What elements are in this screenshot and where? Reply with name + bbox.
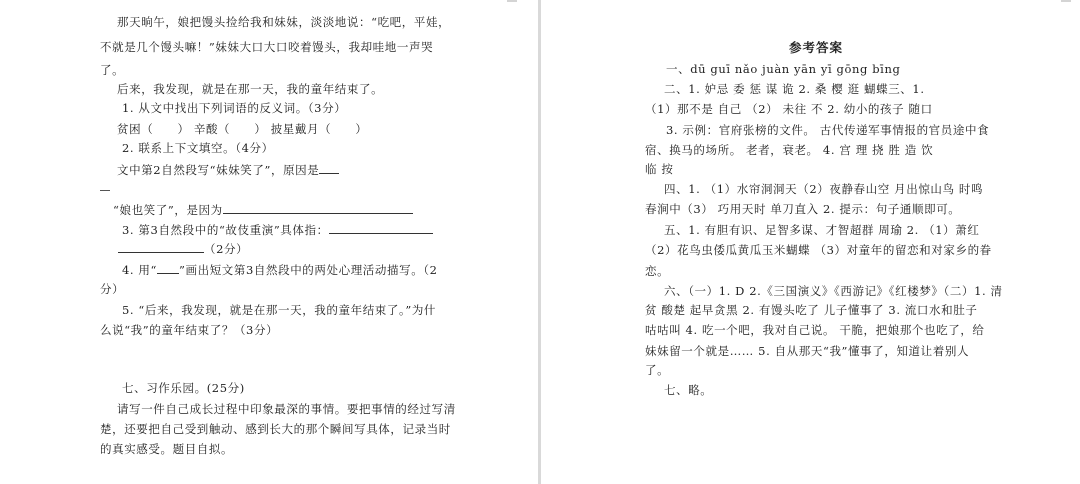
antonym-prompts: 贫困（ ） 辛酸（ ） 披星戴月（ ） — [117, 122, 368, 136]
text-line: 不就是几个馒头嘛！”妹妹大口大口咬着馒头，我却哇地一声哭 — [100, 40, 434, 54]
section-7-heading: 七、习作乐园。(25分) — [122, 381, 245, 395]
question-3-points: （2分） — [204, 242, 249, 256]
answer-section-2: 二、1. 妒忌 委 惩 谋 诡 2. 桑 樱 逛 蝴蝶三、1. — [664, 82, 925, 96]
answer-blank[interactable] — [329, 221, 433, 234]
answer-key-title: 参考答案 — [789, 40, 844, 55]
text-line: 3. 示例：官府张榜的文件。 古代传递军事情报的官员途中食 — [666, 123, 990, 137]
fill-blank-1-text: 文中第2自然段写“妹妹笑了”，原因是 — [117, 163, 320, 177]
answer-blank[interactable] — [118, 240, 204, 253]
text-line: 请写一件自己成长过程中印象最深的事情。要把事情的经过写清 — [117, 402, 456, 416]
question-1: 1. 从文中找出下列词语的反义词。（3分） — [122, 101, 347, 115]
left-page — [0, 0, 538, 484]
answer-blank[interactable] — [319, 161, 339, 174]
question-3-continued — [118, 240, 248, 257]
question-4-text-b: ”画出短文第3自然段中的两处心理活动描写。（2 — [179, 263, 438, 277]
fill-blank-2 — [113, 201, 413, 218]
fill-blank-2-text: “娘也笑了”，是因为 — [113, 203, 223, 217]
text-line: 后来，我发现，就是在那一天，我的童年结束了。 — [117, 82, 384, 96]
text-line: 贫 酸楚 起早贪黑 2. 有馒头吃了 儿子懂事了 3. 流口水和肚子 — [645, 303, 978, 317]
answer-section-4: 四、1. （1）水帘洞洞天（2）夜静春山空 月出惊山鸟 时鸣 — [664, 182, 984, 196]
text-line: 妹妹留一个就是…… 5. 自从那天“我”懂事了，知道让着别人 — [645, 344, 970, 358]
text-line: 临 按 — [645, 162, 674, 176]
text-line: 了。 — [100, 63, 125, 77]
question-4 — [122, 261, 438, 278]
text-line: 春涧中（3） 巧用天时 单刀直入 2. 提示：句子通顺即可。 — [645, 202, 961, 216]
page-edge-mark — [507, 0, 517, 2]
text-line: 分） — [100, 282, 125, 296]
answer-blank[interactable] — [157, 261, 179, 274]
text-line: （2）花鸟虫倭瓜黄瓜玉米蝴蝶 （3）对童年的留恋和对家乡的眷 — [645, 243, 992, 257]
question-5: 5. “后来，我发现，就是在那一天，我的童年结束了。”为什 — [122, 303, 437, 317]
text-line: 的真实感受。题目自拟。 — [100, 442, 234, 456]
question-3-text: 3. 第3自然段中的“故伎重演”具体指： — [122, 223, 329, 237]
text-line: 恋。 — [645, 264, 670, 278]
question-4-text-a: 4. 用“ — [122, 263, 158, 277]
text-line: 宿、换马的场所。 老者，衰老。 4. 宫 理 挠 胜 造 饮 — [645, 143, 934, 157]
text-line: 么说“我”的童年结束了？（3分） — [100, 323, 279, 337]
question-3 — [122, 221, 433, 238]
page-edge-mark — [1061, 0, 1071, 2]
answer-section-6: 六、（一）1. D 2.《三国演义》《西游记》《红楼梦》（二）1. 清 — [664, 284, 1003, 298]
answer-blank[interactable] — [100, 190, 110, 191]
answer-section-1: 一、dū guī nǎo juàn yān yī gōng bīng — [666, 62, 901, 76]
text-line: 楚，还要把自己受到触动、感到长大的那个瞬间写具体，记录当时 — [100, 422, 451, 436]
answer-section-7: 七、略。 — [664, 383, 713, 397]
text-line: （1）那不是 自己 （2） 未往 不 2. 幼小的孩子 随口 — [645, 102, 933, 116]
answer-blank[interactable] — [223, 201, 413, 214]
fill-blank-1 — [117, 161, 339, 178]
right-page — [541, 0, 1080, 484]
answer-section-5: 五、1. 有胆有识、足智多谋、才智超群 周瑜 2. （1）萧红 — [664, 223, 980, 237]
text-line: 那天晌午，娘把馒头捡给我和妹妹，淡淡地说：“吃吧，平娃， — [117, 15, 451, 29]
question-2: 2. 联系上下文填空。（4分） — [122, 141, 274, 155]
text-line: 了。 — [645, 363, 670, 377]
text-line: 咕咕叫 4. 吃一个吧，我对自己说。 干脆，把娘那个也吃了，给 — [645, 323, 985, 337]
